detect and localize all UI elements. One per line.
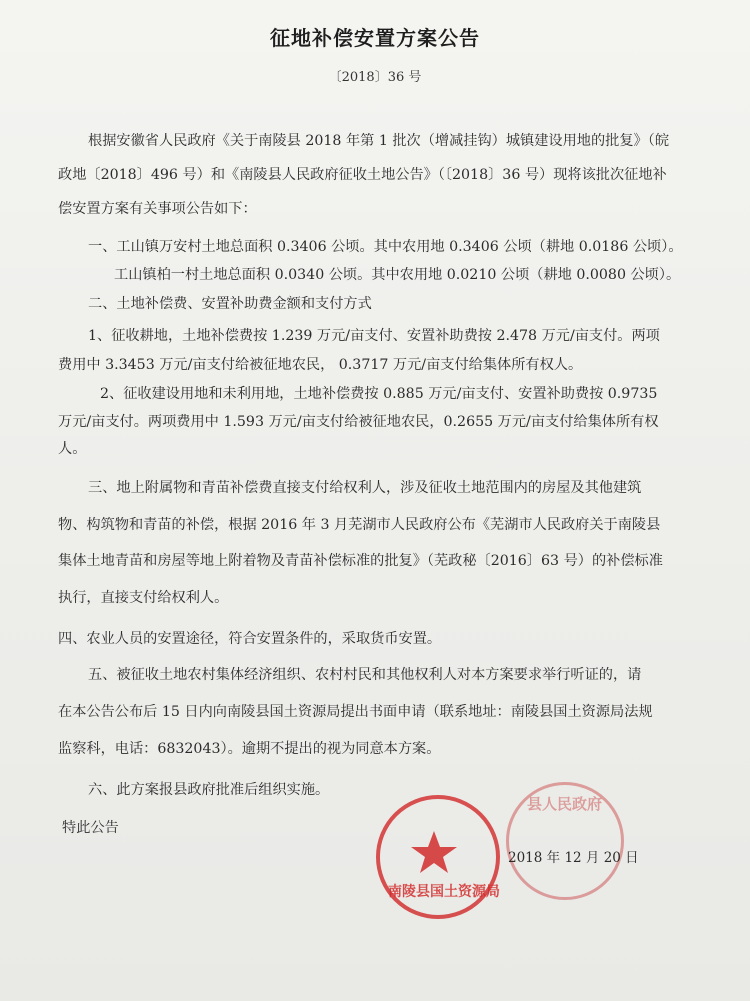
seal-1-text: 南陵县国土资源局 xyxy=(388,884,500,900)
closing-line: 特此公告 xyxy=(62,820,119,836)
official-seal xyxy=(376,795,500,919)
body-line: 费用中 3.3453 万元/亩支付给被征地农民， 0.3717 万元/亩支付给集体所有权人。 xyxy=(58,357,583,373)
body-line: 在本公告公布后 15 日内向南陵县国土资源局提出书面申请（联系地址：南陵县国土资源局法规 xyxy=(58,704,653,720)
body-line: 1、征收耕地，土地补偿费按 1.239 万元/亩支付、安置补助费按 2.478 万元/亩支付。两项 xyxy=(88,328,660,344)
document-title: 征地补偿安置方案公告 xyxy=(270,26,480,50)
body-line: 一、工山镇万安村土地总面积 0.3406 公顷。其中农用地 0.3406 公顷（耕地 0.0186 公顷）。 xyxy=(88,239,683,255)
body-line: 2、征收建设用地和未利用地，土地补偿费按 0.885 万元/亩支付、安置补助费按 0.9735 xyxy=(100,386,658,402)
body-line: 六、此方案报县政府批准后组织实施。 xyxy=(88,782,330,798)
body-line: 四、农业人员的安置途径，符合安置条件的，采取货币安置。 xyxy=(58,631,442,647)
body-line: 根据安徽省人民政府《关于南陵县 2018 年第 1 批次（增减挂钩）城镇建设用地的批复》（皖 xyxy=(88,133,670,149)
document-date: 2018 年 12 月 20 日 xyxy=(508,850,639,866)
body-line: 集体土地青苗和房屋等地上附着物及青苗补偿标准的批复》（芜政秘〔2016〕63 号）的补偿标准 xyxy=(58,553,663,569)
body-line: 人。 xyxy=(58,441,87,457)
seal-2-text: 县人民政府 xyxy=(527,795,603,813)
body-line: 万元/亩支付。两项费用中 1.593 万元/亩支付给被征地农民，0.2655 万元/亩支付给集体所有权 xyxy=(58,414,659,430)
body-line: 政地〔2018〕496 号）和《南陵县人民政府征收土地公告》（〔2018〕36 号）现将该批次征地补 xyxy=(58,167,667,183)
body-line: 执行，直接支付给权利人。 xyxy=(58,590,229,606)
government-seal xyxy=(506,782,624,900)
body-line: 五、被征收土地农村集体经济组织、农村村民和其他权利人对本方案要求举行听证的，请 xyxy=(88,667,642,683)
body-line: 监察科，电话：6832043）。逾期不提出的视为同意本方案。 xyxy=(58,741,441,757)
body-line: 二、土地补偿费、安置补助费金额和支付方式 xyxy=(88,296,372,312)
body-line: 物、构筑物和青苗的补偿，根据 2016 年 3 月芜湖市人民政府公布《芜湖市人民政府关于南陵县 xyxy=(58,517,661,533)
body-line: 偿安置方案有关事项公告如下： xyxy=(58,201,257,217)
body-line: 工山镇柏一村土地总面积 0.0340 公顷。其中农用地 0.0210 公顷（耕地 0.0080 公顷）。 xyxy=(114,267,681,283)
document-number: 〔2018〕36 号 xyxy=(328,70,422,85)
body-line: 三、地上附属物和青苗补偿费直接支付给权利人，涉及征收土地范围内的房屋及其他建筑 xyxy=(88,480,642,496)
